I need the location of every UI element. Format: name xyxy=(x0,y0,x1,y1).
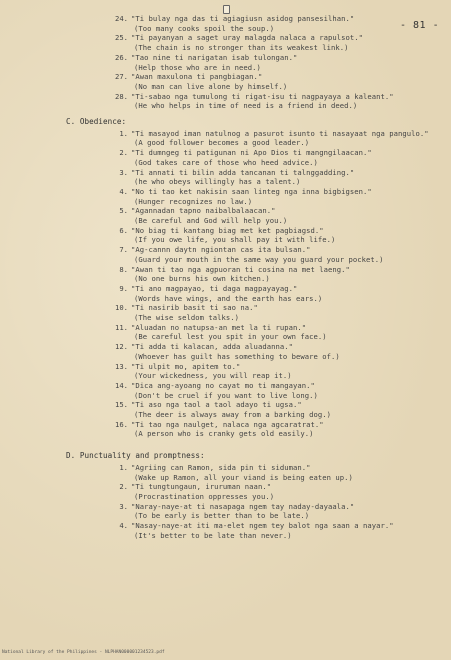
proverb-english: (he who obeys willingly has a talent.) xyxy=(134,177,301,187)
proverb-local: "Ti ano magpayao, ti daga magpayayag." xyxy=(131,283,298,293)
proverb-english: (Be careful lest you spit in your own face.) xyxy=(134,332,327,342)
proverb-local: "Ti tungtungaun, iruruman naan." xyxy=(131,482,272,492)
item-number: 4. xyxy=(119,186,128,196)
proverb-english: (Procrastination oppresses you.) xyxy=(134,491,275,501)
proverb-local: "Aluadan no natupsa-an met la ti rupan." xyxy=(131,322,307,332)
item-number: 11. xyxy=(115,322,128,332)
proverb-local: "Ti annati ti bilin adda tancanan ti talnggadding." xyxy=(131,167,355,177)
item-number: 26. xyxy=(115,52,128,62)
binding-hole xyxy=(223,5,230,14)
item-number: 13. xyxy=(115,361,128,371)
proverb-local: "Nasay-naye-at iti ma-elet ngem tey balot nga saan a nayar." xyxy=(131,521,394,530)
item-number: 14. xyxy=(115,380,128,390)
proverb-english: (The wise seldom talks.) xyxy=(134,313,240,322)
proverb-english: (If you owe life, you shall pay it with life.) xyxy=(134,235,336,245)
proverb-english: (A good follower becomes a good leader.) xyxy=(134,138,310,148)
item-number: 15. xyxy=(115,400,128,410)
item-number: 3. xyxy=(119,167,128,177)
proverb-english: (Wake up Ramon, all your viand is being eaten up.) xyxy=(134,472,353,482)
item-number: 10. xyxy=(115,303,128,313)
proverb-english: (Help those who are in need.) xyxy=(134,62,261,72)
item-number: 1. xyxy=(119,462,128,472)
item-number: 2. xyxy=(119,148,128,158)
page-number: - 81 - xyxy=(400,20,440,31)
item-number: 28. xyxy=(115,91,128,101)
proverb-local: "Ti tao nga naulget, nalaca nga agcaratrat." xyxy=(131,419,324,429)
proverb-local: "Ti adda ti kalacan, adda aluadanna." xyxy=(131,342,293,352)
proverb-local: "Awan maxulona ti pangbiagan." xyxy=(131,72,263,82)
proverb-english: (The chain is no stronger than its weakest link.) xyxy=(134,43,349,53)
item-number: 16. xyxy=(115,419,128,429)
proverb-english: (He who helps in time of need is a friend in deed.) xyxy=(134,101,358,111)
proverb-english: (Whoever has guilt has something to beware of.) xyxy=(134,351,340,361)
section-heading: C. Obedience: xyxy=(66,117,127,126)
item-number: 9. xyxy=(119,283,128,293)
proverb-local: "Agriing can Ramon, sida pin ti siduman." xyxy=(131,462,311,472)
proverb-english: (Words have wings, and the earth has ears.) xyxy=(134,293,323,303)
proverb-english: (The deer is always away from a barking dog.) xyxy=(134,410,331,419)
proverb-local: "Ti masayod iman natulnog a pasurot isunto ti nasayaat nga pangulo." xyxy=(131,128,429,138)
proverb-english: (Guard your mouth in the same way you guard your pocket.) xyxy=(134,254,384,264)
item-number: 27. xyxy=(115,72,128,82)
section-heading: D. Punctuality and promptness: xyxy=(66,451,205,461)
proverb-english: (Too many cooks spoil the soup.) xyxy=(134,23,275,33)
item-number: 8. xyxy=(119,264,128,274)
item-number: 12. xyxy=(115,342,128,352)
proverb-english: (Hunger recognizes no law.) xyxy=(134,196,253,206)
proverb-english: (Be careful and God will help you.) xyxy=(134,216,288,225)
proverb-local: "Naray-naye-at ti nasapaga ngem tay naday-dayaala." xyxy=(131,501,355,511)
proverb-english: (It's better to be late than never.) xyxy=(134,530,292,540)
proverb-local: "Ti nasirib basit ti sao na." xyxy=(131,303,258,313)
item-number: 5. xyxy=(119,206,128,216)
proverb-local: "Tao nine ti narigatan isab tulongan." xyxy=(131,52,298,62)
item-number: 3. xyxy=(119,501,128,511)
item-number: 7. xyxy=(119,245,128,255)
proverb-local: "No ti tao ket nakisin saan linteg nga inna bigbigsen." xyxy=(131,186,372,196)
proverb-local: "Ti dumngeg ti patigunan ni Apo Dios ti mangngilaacan." xyxy=(131,148,372,158)
proverb-local: "Dica ang-ayoang no cayat mo ti mangayan." xyxy=(131,380,315,390)
proverb-local: "Ti-sabao nga tumulong ti rigat-isu ti nagpayaya a kaleant." xyxy=(131,91,394,101)
proverb-local: "Awan ti tao nga agpuoran ti cosina na met laeng." xyxy=(131,264,350,274)
item-number: 1. xyxy=(119,128,128,138)
item-number: 25. xyxy=(115,33,128,43)
footer-source: National Library of the Philippines - NLPHAN000001234523.pdf xyxy=(2,650,165,655)
item-number: 6. xyxy=(119,225,128,235)
proverb-english: (No man can live alone by himself.) xyxy=(134,81,288,91)
proverb-local: "Ti payanyan a saget uray malagda nalaca a rapulsot." xyxy=(131,33,363,43)
proverb-local: "No biag ti kantang biag met ket pagbiagsd." xyxy=(131,225,324,235)
item-number: 4. xyxy=(119,521,128,530)
proverb-local: "Agannadan tapno naibalbalaacan." xyxy=(131,206,276,216)
proverb-local: "Ti bulay nga das ti agiagiusn asidog pansesilhan." xyxy=(131,14,355,23)
proverb-local: "Ti aso nga taol a taol adayo ti ugsa." xyxy=(131,400,302,410)
proverb-english: (A person who is cranky gets old easily.) xyxy=(134,429,314,439)
proverb-local: "Ag-cannn daytn ngiontan cas ita bulsan." xyxy=(131,245,311,255)
proverb-english: (God takes care of those who heed advice.) xyxy=(134,157,318,167)
item-number: 24. xyxy=(115,14,128,23)
proverb-english: (No one burns his own kitchen.) xyxy=(134,274,270,284)
proverb-local: "Ti ulpit mo, apitem to." xyxy=(131,361,241,371)
proverb-english: (To be early is better than to be late.) xyxy=(134,511,310,521)
item-number: 2. xyxy=(119,482,128,492)
proverb-english: (Your wickedness, you will reap it.) xyxy=(134,371,292,381)
proverb-english: (Don't be cruel if you want to live long.) xyxy=(134,390,318,400)
